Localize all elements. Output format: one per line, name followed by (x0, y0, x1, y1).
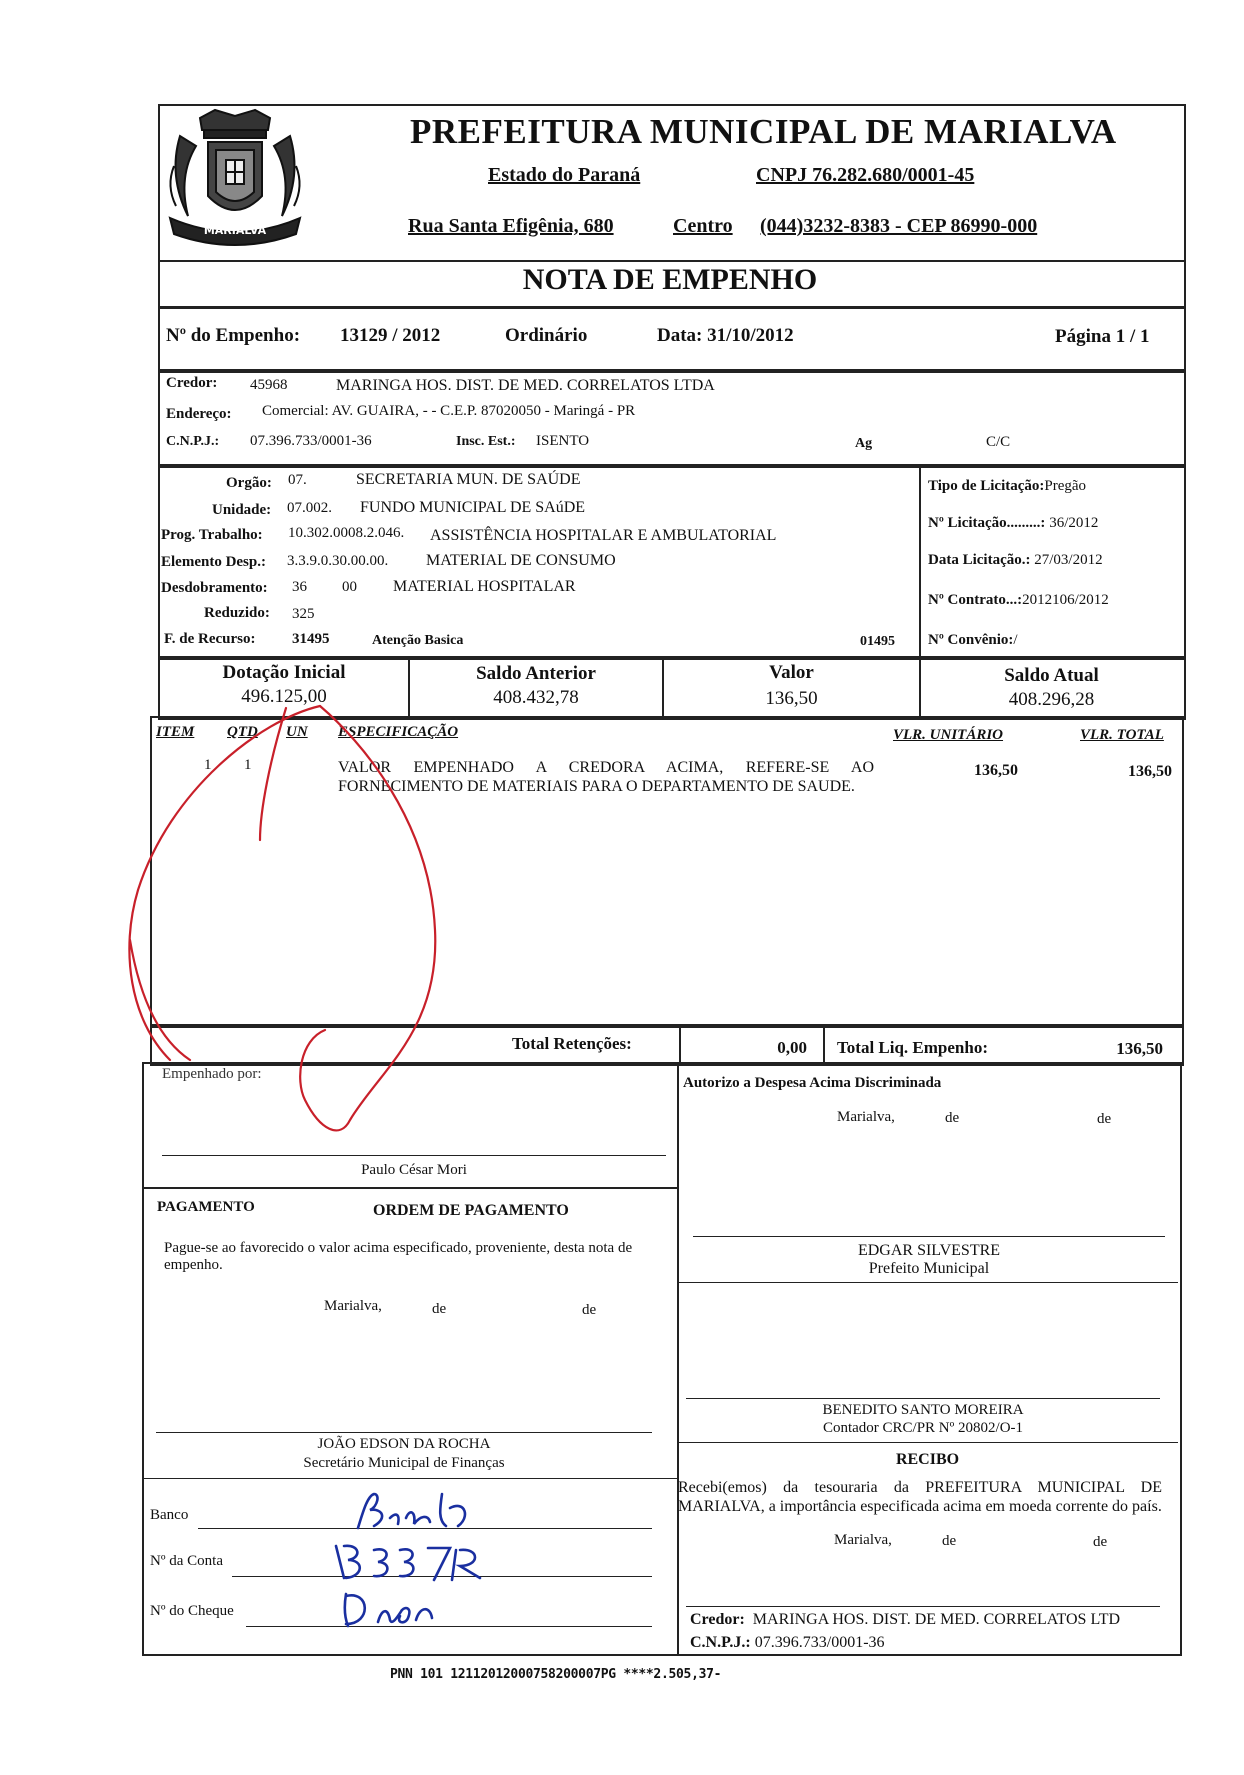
ordem-city: Marialva, (324, 1298, 382, 1314)
totais-div-2 (823, 1024, 825, 1064)
banco-label: Banco (150, 1507, 189, 1523)
unidade-name: FUNDO MUNICIPAL DE SAúDE (360, 499, 586, 516)
retencoes-label: Total Retenções: (512, 1034, 632, 1053)
ordem-label: ORDEM DE PAGAMENTO (373, 1202, 569, 1219)
empenhado-label: Empenhado por: (162, 1066, 262, 1082)
desdobramento-label: Desdobramento: (161, 580, 268, 596)
valor-value: 136,50 (765, 688, 818, 709)
dotacao-value: 496.125,00 (241, 686, 327, 707)
credor-label: Credor: (166, 375, 218, 391)
convenio (928, 632, 1018, 649)
desdobramento-sub: 00 (342, 579, 357, 595)
recibo-credor (690, 1611, 1120, 1629)
handwritten-banco-icon (350, 1488, 500, 1534)
red-pen-mark-icon (110, 700, 470, 1140)
prog-name: ASSISTÊNCIA HOSPITALAR E AMBULATORIAL (430, 527, 777, 544)
empenho-num: 13129 / 2012 (340, 325, 441, 346)
desdobramento-name: MATERIAL HOSPITALAR (393, 578, 576, 595)
recibo-credor-name: MARINGA HOS. DIST. DE MED. CORRELATOS LTD (752, 1611, 1121, 1628)
num-licitacao-value: 36/2012 (1045, 515, 1099, 531)
recibo-de-1: de (942, 1533, 957, 1549)
col-unit-header: VLR. UNITÁRIO (893, 727, 1004, 743)
row-qtd: 1 (244, 757, 252, 773)
row-total-value: 136,50 (1128, 763, 1172, 780)
handwritten-cheque-icon (336, 1586, 446, 1630)
credor-cnpj: 07.396.733/0001-36 (250, 433, 372, 449)
ordem-de-1: de (432, 1301, 447, 1317)
autorizo-label: Autorizo a Despesa Acima Discriminada (683, 1075, 942, 1091)
cheque-label: Nº do Cheque (150, 1603, 234, 1619)
recibo-credor-label: Credor: (690, 1611, 745, 1628)
prefeito-name: EDGAR SILVESTRE (857, 1242, 1001, 1259)
unidade-code: 07.002. (287, 500, 332, 516)
convenio-value: / (1013, 632, 1018, 648)
valor-label: Valor (769, 662, 814, 683)
autorizo-city: Marialva, (837, 1109, 895, 1125)
credor-signature-line (686, 1606, 1160, 1607)
elemento-label: Elemento Desp.: (161, 554, 266, 570)
contrato-label: Nº Contrato...: (928, 592, 1023, 608)
elemento-name: MATERIAL DE CONSUMO (426, 552, 616, 569)
contrato-value: 2012106/2012 (1022, 592, 1109, 608)
elemento-code: 3.3.9.0.30.00.00. (287, 553, 389, 569)
recibo-de-2: de (1093, 1534, 1108, 1550)
handwritten-conta-icon (330, 1540, 490, 1584)
orgao-name: SECRETARIA MUN. DE SAÚDE (356, 471, 581, 488)
col-item-header: ITEM (156, 724, 195, 740)
col-total-header: VLR. TOTAL (1080, 727, 1164, 743)
prog-label: Prog. Trabalho: (161, 527, 263, 543)
desdobramento-code: 36 (292, 579, 307, 595)
data-licitacao-value: 27/03/2012 (1030, 552, 1103, 568)
recibo-cnpj-value: 07.396.733/0001-36 (754, 1634, 885, 1651)
saldo-atual-value: 408.296,28 (1008, 689, 1095, 710)
contador-name: BENEDITO SANTO MOREIRA (822, 1402, 1024, 1418)
data-licitacao (928, 552, 1103, 569)
ordem-de-2: de (582, 1302, 597, 1318)
conta-corrente-label: C/C (986, 434, 1011, 450)
prog-code: 10.302.0008.2.046. (288, 525, 405, 541)
contador-top (677, 1282, 1178, 1283)
reduzido-code: 325 (292, 606, 315, 622)
empenho-date: Data: 31/10/2012 (657, 325, 794, 346)
agencia-label: Ag (855, 436, 873, 451)
conta-label: Nº da Conta (150, 1553, 223, 1569)
footer-code: PNN 101 12112012000758200007PG ****2.505,37- (390, 1667, 722, 1682)
cnpj-label: C.N.P.J.: (166, 434, 220, 449)
recibo-cnpj (690, 1634, 885, 1652)
pagamento-label: PAGAMENTO (157, 1199, 255, 1215)
row-item: 1 (204, 757, 212, 773)
credor-name: MARINGA HOS. DIST. DE MED. CORRELATOS LTDA (336, 377, 715, 394)
recurso-extra: 01495 (860, 634, 895, 649)
coat-of-arms-icon (160, 106, 310, 256)
tipo-licitacao (928, 478, 1086, 495)
svg-text:MARIALVA: MARIALVA (203, 224, 267, 237)
banco-top (142, 1478, 677, 1479)
lower-divider (677, 1062, 679, 1654)
credor-address: Comercial: AV. GUAIRA, - - C.E.P. 87020050 - Maringá - PR (262, 403, 636, 419)
orgao-code: 07. (288, 472, 307, 488)
orgao-label: Orgão: (226, 475, 272, 491)
credor-insc: ISENTO (536, 433, 590, 449)
fin-role: Secretário Municipal de Finanças (303, 1455, 505, 1471)
recurso-label: F. de Recurso: (164, 631, 256, 647)
insc-label: Insc. Est.: (456, 434, 516, 449)
empenhado-signature-line (162, 1155, 666, 1156)
recurso-code: 31495 (292, 631, 330, 647)
address-label: Endereço: (166, 406, 232, 422)
prefeito-role: Prefeito Municipal (868, 1260, 990, 1277)
empenhado-name: Paulo César Mori (361, 1162, 467, 1178)
orcamento-divider (919, 464, 921, 658)
org-address: Rua Santa Efigênia, 680 (408, 215, 614, 237)
num-licitacao (928, 515, 1098, 532)
recibo-top (677, 1442, 1178, 1443)
page-number: Página 1 / 1 (1055, 326, 1150, 347)
fin-name: JOÃO EDSON DA ROCHA (317, 1436, 491, 1452)
recibo-label: RECIBO (895, 1451, 960, 1468)
saldo-atual-label: Saldo Atual (1004, 665, 1099, 686)
pagamento-top (142, 1187, 677, 1189)
autorizo-de-2: de (1097, 1111, 1112, 1127)
data-licitacao-label: Data Licitação.: (928, 552, 1031, 568)
org-phone-cep: (044)3232-8383 - CEP 86990-000 (760, 215, 1038, 237)
saldo-anterior-label: Saldo Anterior (476, 663, 596, 684)
empenho-type: Ordinário (505, 325, 588, 346)
autorizo-de-1: de (945, 1110, 960, 1126)
contador-role: Contador CRC/PR Nº 20802/O-1 (822, 1420, 1024, 1436)
total-liq-value: 136,50 (1116, 1039, 1163, 1058)
reduzido-label: Reduzido: (204, 605, 270, 621)
recurso-name: Atenção Basica (372, 633, 464, 648)
recibo-cnpj-label: C.N.P.J.: (690, 1634, 751, 1651)
row-unit-value: 136,50 (974, 762, 1018, 779)
document-title: NOTA DE EMPENHO (522, 263, 818, 296)
col-spec-header: ESPECIFICAÇÃO (338, 724, 459, 740)
lower-box (142, 1062, 1182, 1656)
retencoes-value: 0,00 (777, 1038, 807, 1057)
contador-signature-line (686, 1398, 1160, 1399)
fin-signature-line (156, 1432, 652, 1433)
col-qtd-header: QTD (227, 724, 258, 740)
totais-div-1 (679, 1024, 681, 1064)
dotacao-label: Dotação Inicial (222, 662, 346, 683)
col-un-header: UN (286, 724, 308, 740)
saldo-anterior-value: 408.432,78 (493, 687, 579, 708)
cheque-line (246, 1626, 652, 1627)
convenio-label: Nº Convênio: (928, 632, 1014, 648)
recibo-city: Marialva, (834, 1532, 892, 1548)
empenho-num-label: Nº do Empenho: (166, 325, 301, 346)
state-name: Estado do Paraná (488, 164, 641, 186)
org-cnpj: CNPJ 76.282.680/0001-45 (756, 164, 975, 186)
tipo-licitacao-label: Tipo de Licitação: (928, 478, 1045, 494)
tipo-licitacao-value: Pregão (1044, 478, 1087, 494)
row-spec: VALOR EMPENHADO A CREDORA ACIMA, REFERE-SE AO FORNECIMENTO DE MATERIAIS PARA O DEPARTAMENTO DE SAUDE. (338, 759, 874, 795)
contrato (928, 592, 1109, 609)
prefeito-signature-line (693, 1236, 1165, 1237)
recibo-text: Recebi(emos) da tesouraria da PREFEITURA MUNICIPAL DE MARIALVA, a importância especificada acima em moeda corrente do país. (678, 1479, 1162, 1515)
ordem-text: Pague-se ao favorecido o valor acima especificado, proveniente, desta nota de empenho. (164, 1240, 633, 1273)
unidade-label: Unidade: (212, 502, 272, 518)
credor-code: 45968 (250, 377, 288, 393)
total-liq-label: Total Liq. Empenho: (837, 1038, 988, 1057)
org-title: PREFEITURA MUNICIPAL DE MARIALVA (410, 112, 1117, 151)
org-district: Centro (673, 215, 733, 237)
num-licitacao-label: Nº Licitação.........: (928, 515, 1046, 531)
